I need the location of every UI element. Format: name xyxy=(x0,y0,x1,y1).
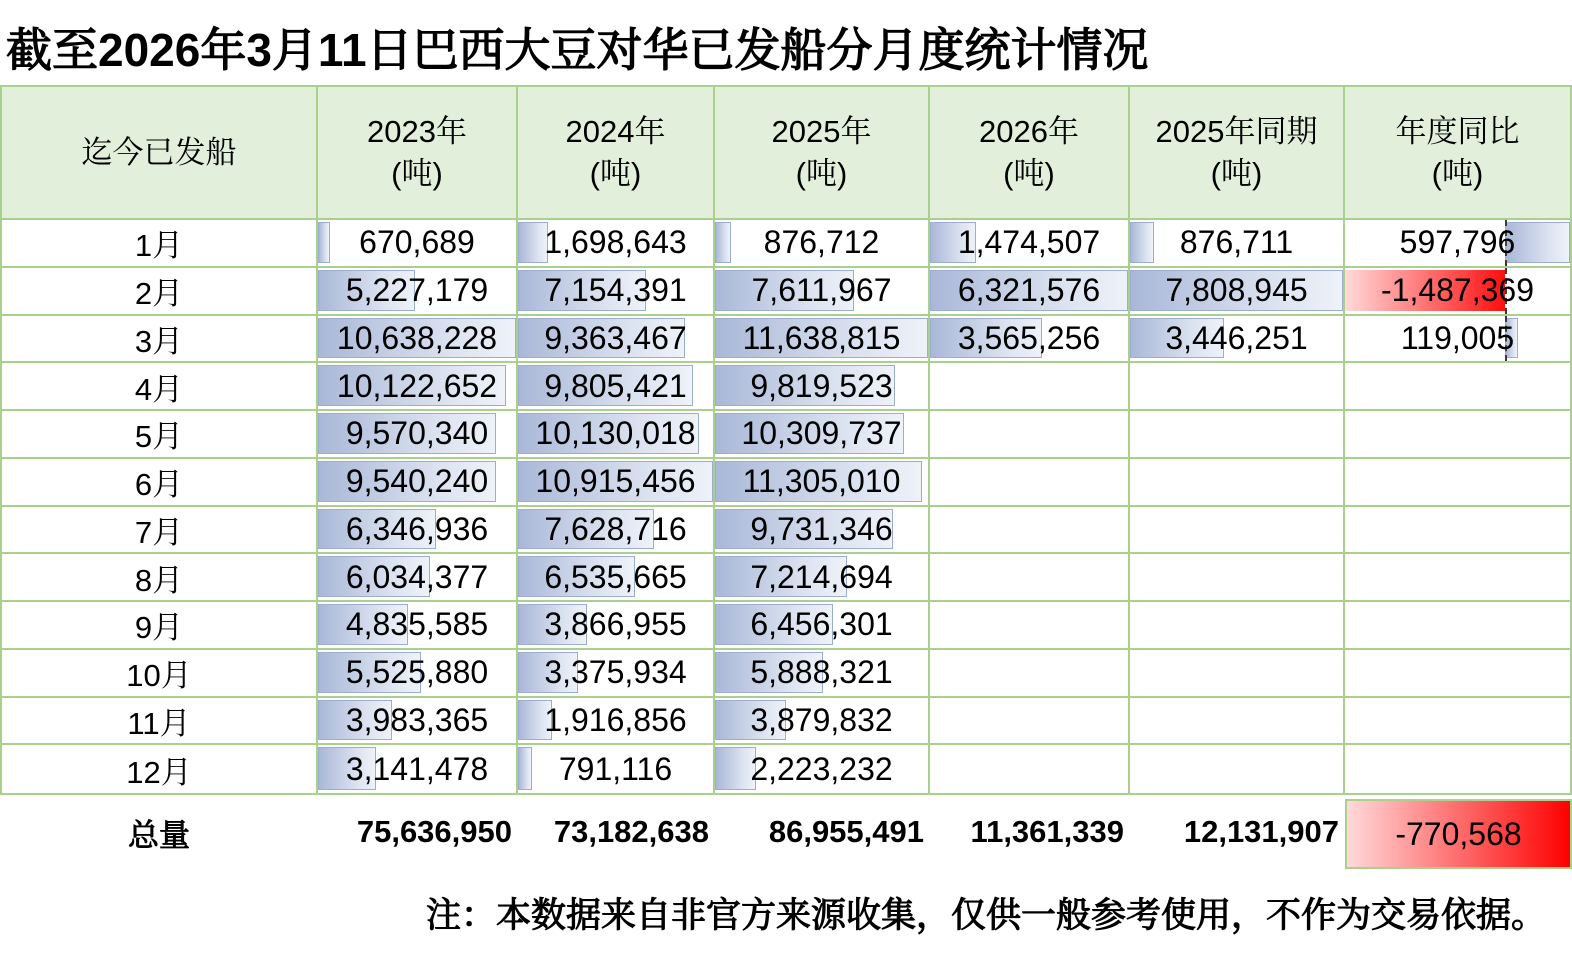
cell-value: 3,983,365 xyxy=(345,701,489,738)
value-cell-r2-c3 xyxy=(715,268,930,316)
cell-value: 10,130,018 xyxy=(535,415,696,452)
page-title: 截至2026年3月11日巴西大豆对华已发船分月度统计情况 xyxy=(6,24,1149,76)
cell-value: 3,141,478 xyxy=(345,750,489,787)
value-cell-r6-c4 xyxy=(930,459,1130,507)
value-cell-r12-c1 xyxy=(318,745,518,793)
value-cell-r3-c2 xyxy=(518,316,715,364)
cell-value: 6,034,377 xyxy=(345,558,489,595)
cell-value: 10,122,652 xyxy=(336,367,498,404)
cell-value: 10,915,456 xyxy=(535,463,696,500)
cell-value: 7,214,694 xyxy=(750,558,893,595)
value-cell-r12-c4 xyxy=(930,745,1130,793)
value-cell-r9-c3 xyxy=(715,602,930,650)
cell-value: 9,570,340 xyxy=(345,415,489,452)
cell-value: 6,535,665 xyxy=(544,558,687,595)
value-cell-r7-c4 xyxy=(930,507,1130,555)
cell-value: 10,309,737 xyxy=(741,415,902,452)
value-cell-r9-c5 xyxy=(1130,602,1345,650)
total-value-c1: 75,636,950 xyxy=(356,814,512,849)
value-cell-r7-c1 xyxy=(318,507,518,555)
value-cell-r5-c6 xyxy=(1345,411,1570,459)
cell-value: 11,638,815 xyxy=(742,319,901,356)
cell-value: 1,916,856 xyxy=(544,701,687,738)
value-cell-r7-c6 xyxy=(1345,507,1570,555)
column-header-6 xyxy=(1345,87,1570,220)
value-cell-r5-c1 xyxy=(318,411,518,459)
cell-value: 7,628,716 xyxy=(544,510,687,547)
value-cell-r4-c4 xyxy=(930,363,1130,411)
header-label: (吨) xyxy=(795,155,848,191)
cell-value: 3,446,251 xyxy=(1165,319,1308,356)
month-cell-3: 3月 xyxy=(2,316,318,364)
month-cell-12: 12月 xyxy=(2,745,318,793)
month-cell-9: 9月 xyxy=(2,602,318,650)
footnote: 注：本数据来自非官方来源收集，仅供一般参考使用，不作为交易依据。 xyxy=(425,896,1546,935)
value-cell-r4-c6 xyxy=(1345,363,1570,411)
value-cell-r6-c3 xyxy=(715,459,930,507)
cell-value: 9,363,467 xyxy=(544,319,687,356)
month-cell-1: 1月 xyxy=(2,220,318,268)
shipment-table-grid xyxy=(2,87,1570,793)
cell-value: 597,796 xyxy=(1399,224,1516,261)
value-cell-r5-c2 xyxy=(518,411,715,459)
value-cell-r3-c6 xyxy=(1345,316,1570,364)
value-cell-r10-c2 xyxy=(518,650,715,698)
cell-value: 4,835,585 xyxy=(345,606,489,643)
value-cell-r4-c3 xyxy=(715,363,930,411)
column-header-3 xyxy=(715,87,930,220)
cell-value: 2,223,232 xyxy=(750,750,893,787)
cell-value: 3,375,934 xyxy=(544,654,687,691)
header-label: (吨) xyxy=(1210,155,1263,191)
month-cell-2: 2月 xyxy=(2,268,318,316)
total-value-c6: -770,568 xyxy=(1345,799,1572,869)
cell-value: 7,154,391 xyxy=(544,272,687,309)
cell-value: 5,525,880 xyxy=(345,654,489,691)
header-label: 2024年 xyxy=(565,113,666,149)
value-cell-r4-c5 xyxy=(1130,363,1345,411)
cell-value: 3,879,832 xyxy=(750,701,893,738)
value-cell-r9-c6 xyxy=(1345,602,1570,650)
value-cell-r12-c2 xyxy=(518,745,715,793)
cell-value: 1,474,507 xyxy=(957,224,1101,261)
header-label: 2026年 xyxy=(979,113,1079,149)
value-cell-r8-c6 xyxy=(1345,554,1570,602)
month-cell-4: 4月 xyxy=(2,363,318,411)
value-cell-r1-c1 xyxy=(318,220,518,268)
value-cell-r3-c5 xyxy=(1130,316,1345,364)
total-label: 总量 xyxy=(128,817,190,853)
cell-value: 3,565,256 xyxy=(957,319,1101,356)
header-label: (吨) xyxy=(391,155,443,191)
column-header-5 xyxy=(1130,87,1345,220)
cell-value: 119,005 xyxy=(1400,319,1515,356)
value-cell-r10-c3 xyxy=(715,650,930,698)
column-header-1 xyxy=(318,87,518,220)
header-label: (吨) xyxy=(1003,155,1055,191)
month-cell-11: 11月 xyxy=(2,698,318,746)
value-cell-r7-c3 xyxy=(715,507,930,555)
value-cell-r7-c5 xyxy=(1130,507,1345,555)
cell-value: -1,487,369 xyxy=(1380,272,1534,309)
value-cell-r5-c4 xyxy=(930,411,1130,459)
value-cell-r9-c4 xyxy=(930,602,1130,650)
value-cell-r11-c2 xyxy=(518,698,715,746)
value-cell-r10-c4 xyxy=(930,650,1130,698)
value-cell-r5-c3 xyxy=(715,411,930,459)
header-label: 年度同比 xyxy=(1395,113,1520,149)
header-label: (吨) xyxy=(589,155,642,191)
cell-value: 9,540,240 xyxy=(345,463,489,500)
value-cell-r6-c5 xyxy=(1130,459,1345,507)
value-cell-r6-c6 xyxy=(1345,459,1570,507)
value-cell-r5-c5 xyxy=(1130,411,1345,459)
month-cell-7: 7月 xyxy=(2,507,318,555)
value-cell-r3-c4 xyxy=(930,316,1130,364)
cell-value: 876,711 xyxy=(1179,224,1294,261)
value-cell-r12-c3 xyxy=(715,745,930,793)
value-cell-r11-c6 xyxy=(1345,698,1570,746)
value-cell-r9-c2 xyxy=(518,602,715,650)
total-value-c3: 86,955,491 xyxy=(768,814,924,849)
value-cell-r8-c5 xyxy=(1130,554,1345,602)
value-cell-r8-c1 xyxy=(318,554,518,602)
value-cell-r8-c4 xyxy=(930,554,1130,602)
value-cell-r2-c2 xyxy=(518,268,715,316)
value-cell-r8-c3 xyxy=(715,554,930,602)
value-cell-r11-c5 xyxy=(1130,698,1345,746)
value-cell-r2-c4 xyxy=(930,268,1130,316)
value-cell-r3-c3 xyxy=(715,316,930,364)
cell-value: 9,805,421 xyxy=(544,367,687,404)
value-cell-r6-c2 xyxy=(518,459,715,507)
value-cell-r4-c2 xyxy=(518,363,715,411)
cell-value: 1,698,643 xyxy=(544,224,687,261)
cell-value: 9,731,346 xyxy=(750,510,893,547)
value-cell-r9-c1 xyxy=(318,602,518,650)
month-cell-10: 10月 xyxy=(2,650,318,698)
value-cell-r2-c1 xyxy=(318,268,518,316)
cell-value: 6,456,301 xyxy=(750,606,893,643)
month-cell-5: 5月 xyxy=(2,411,318,459)
value-cell-r10-c1 xyxy=(318,650,518,698)
cell-value: 791,116 xyxy=(558,750,673,787)
cell-value: 3,866,955 xyxy=(544,606,687,643)
cell-value: 9,819,523 xyxy=(750,367,893,404)
cell-value: 5,888,321 xyxy=(750,654,893,691)
cell-value: 6,321,576 xyxy=(957,272,1101,309)
value-cell-r4-c1 xyxy=(318,363,518,411)
month-cell-8: 8月 xyxy=(2,554,318,602)
value-cell-r1-c6 xyxy=(1345,220,1570,268)
value-cell-r12-c6 xyxy=(1345,745,1570,793)
value-cell-r12-c5 xyxy=(1130,745,1345,793)
value-cell-r1-c5 xyxy=(1130,220,1345,268)
cell-value: 11,305,010 xyxy=(742,463,901,500)
cell-value: 7,611,967 xyxy=(751,272,892,309)
value-cell-r10-c5 xyxy=(1130,650,1345,698)
header-label: (吨) xyxy=(1431,155,1484,191)
header-label: 2023年 xyxy=(367,113,467,149)
value-cell-r2-c6 xyxy=(1345,268,1570,316)
cell-value: 6,346,936 xyxy=(345,510,489,547)
header-label: 2025年 xyxy=(771,113,872,149)
total-value-c2: 73,182,638 xyxy=(553,814,709,849)
column-header-months: 迄今已发船 xyxy=(2,87,318,220)
value-cell-r11-c3 xyxy=(715,698,930,746)
total-value-c4: 11,361,339 xyxy=(970,814,1124,849)
value-cell-r10-c6 xyxy=(1345,650,1570,698)
column-header-4 xyxy=(930,87,1130,220)
value-cell-r7-c2 xyxy=(518,507,715,555)
total-row xyxy=(0,797,1572,873)
value-cell-r2-c5 xyxy=(1130,268,1345,316)
cell-value: 10,638,228 xyxy=(336,319,498,356)
cell-value: 876,712 xyxy=(763,224,880,261)
month-cell-6: 6月 xyxy=(2,459,318,507)
cell-value: 7,808,945 xyxy=(1165,272,1308,309)
cell-value: 5,227,179 xyxy=(345,272,489,309)
value-cell-r11-c4 xyxy=(930,698,1130,746)
value-cell-r11-c1 xyxy=(318,698,518,746)
column-header-2 xyxy=(518,87,715,220)
header-label: 2025年同期 xyxy=(1155,113,1318,149)
value-cell-r8-c2 xyxy=(518,554,715,602)
value-cell-r3-c1 xyxy=(318,316,518,364)
value-cell-r1-c4 xyxy=(930,220,1130,268)
shipment-table xyxy=(0,85,1572,795)
value-cell-r1-c2 xyxy=(518,220,715,268)
cell-value: 670,689 xyxy=(359,224,475,261)
value-cell-r1-c3 xyxy=(715,220,930,268)
total-value-c5: 12,131,907 xyxy=(1183,814,1339,849)
value-cell-r6-c1 xyxy=(318,459,518,507)
